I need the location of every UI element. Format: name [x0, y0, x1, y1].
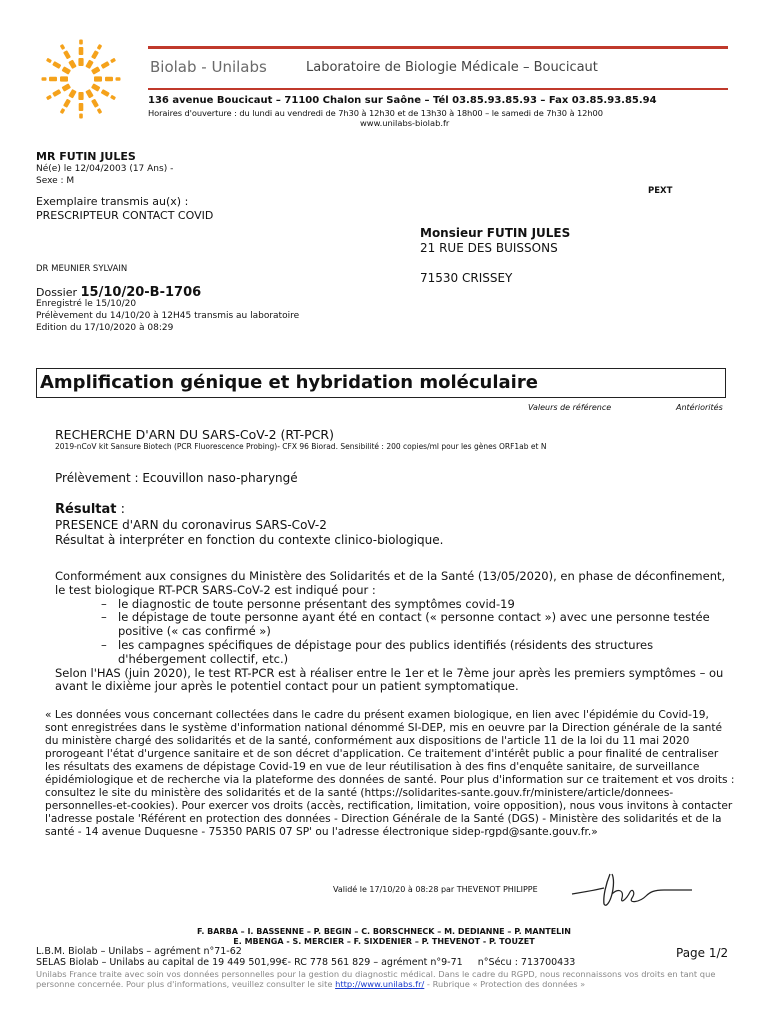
logo-ray [79, 103, 84, 111]
biologists-line-1: F. BARBA – I. BASSENNE – P. BEGIN – C. BORSCHNECK – M. DEDIANNE – P. MANTELIN [197, 927, 571, 936]
signature [570, 868, 695, 913]
unilabs-link[interactable]: http://www.unilabs.fr/ [335, 979, 425, 990]
lbm-agreement: L.B.M. Biolab – Unilabs – agrément n°71-62 [36, 946, 242, 957]
logo-ray [46, 95, 52, 101]
header-rule-bottom [148, 88, 728, 90]
legal-info [36, 946, 575, 968]
logo-ray [52, 89, 61, 97]
logo-ray [68, 60, 77, 70]
logo-ray [101, 61, 110, 69]
copies-value: PRESCRIPTEUR CONTACT COVID [36, 209, 214, 222]
list-item: – le diagnostic de toute personne présentant des symptômes covid-19 [105, 598, 735, 612]
dossier-label: Dossier [36, 286, 78, 299]
prescribing-doctor: DR MEUNIER SYLVAIN [36, 264, 128, 274]
test-title: RECHERCHE D'ARN DU SARS-CoV-2 (RT-PCR) [55, 427, 334, 442]
result-heading [55, 502, 125, 517]
logo-ray [91, 83, 101, 92]
logo-ray [49, 77, 57, 82]
section-title: Amplification génique et hybridation moléculaire [40, 372, 538, 393]
list-item: – le dépistage de toute personne ayant été en contact (« personne contact ») avec une personne testée positive (« cas confirmé ») [105, 611, 735, 639]
header-rule-top [148, 46, 728, 49]
logo-ray [79, 40, 83, 45]
patient-name: MR FUTIN JULES [36, 150, 136, 163]
logo-ray [97, 108, 103, 114]
patient-sex: Sexe : M [36, 176, 75, 186]
result-interpretation: Résultat à interpréter en fonction du contexte clinico-biologique. [55, 533, 444, 547]
patient-birthdate: Né(e) le 12/04/2003 (17 Ans) - [36, 164, 174, 174]
logo-ray [85, 89, 94, 99]
page-number: Page 1/2 [676, 946, 729, 960]
rgpd-footer [36, 969, 736, 990]
dossier-meta [36, 298, 299, 334]
recipient-address [420, 226, 570, 286]
logo-ray [42, 77, 47, 81]
guidelines-outro: Selon l'HAS (juin 2020), le test RT-PCR est à réaliser entre le 1er et le 7ème jour après les premiers symptômes – ou avant le dixième jour après le potentiel contact pour un patient symptomatique. [55, 665, 724, 694]
logo-ray [105, 77, 113, 82]
logo-ray [79, 47, 84, 55]
biolab-logo [40, 38, 122, 120]
copies-label: Exemplaire transmis au(x) : [36, 195, 189, 208]
validation-line: Validé le 17/10/20 à 08:28 par THEVENOT PHILIPPE [333, 885, 538, 894]
logo-ray [116, 77, 121, 81]
sample-type: Prélèvement : Ecouvillon naso-pharyngé [55, 471, 298, 485]
biologists-line-2: E. MBENGA - S. MERCIER – F. SIXDENIER – P. THEVENOT - P. TOUZET [233, 937, 535, 946]
opening-hours: Horaires d'ouverture : du lundi au vendredi de 7h30 à 12h30 et de 13h30 à 18h00 – le samedi de 7h30 à 12h00 [148, 108, 603, 118]
dossier-number: 15/10/20-B-1706 [80, 285, 202, 300]
lab-website: www.unilabs-biolab.fr [360, 118, 450, 128]
logo-ray [94, 76, 102, 81]
logo-ray [63, 99, 71, 108]
lab-name: Biolab - Unilabs [150, 58, 267, 76]
logo-ray [110, 58, 116, 64]
logo-ray [91, 66, 101, 75]
result-label: Résultat [55, 502, 117, 517]
registered-date: Enregistré le 15/10/20 [36, 299, 137, 309]
recipient-name: Monsieur FUTIN JULES [420, 226, 571, 240]
logo-ray [60, 44, 66, 50]
copies-block [36, 195, 213, 223]
logo-ray [68, 89, 77, 99]
logo-ray [52, 61, 61, 69]
recipient-street: 21 RUE DES BUISSONS [420, 241, 558, 255]
recipient-city: 71530 CRISSEY [420, 271, 513, 285]
logo-ray [110, 95, 116, 101]
logo-ray [101, 89, 110, 97]
logo-ray [78, 58, 83, 66]
logo-ray [63, 50, 71, 59]
guidelines-list [55, 598, 735, 667]
prior-results-label: Antériorités [676, 403, 723, 412]
logo-ray [62, 66, 72, 75]
logo-ray [91, 50, 99, 59]
reference-values-label: Valeurs de référence [528, 403, 612, 412]
logo-ray [85, 60, 94, 70]
lab-subtitle: Laboratoire de Biologie Médicale – Boucicaut [306, 60, 598, 75]
test-method-note: 2019-nCoV kit Sansure Biotech (PCR Fluorescence Probing)- CFX 96 Biorad. Sensibilité : 200 copies/ml pour les gènes ORF1ab et N [55, 442, 547, 451]
list-item: – les campagnes spécifiques de dépistage pour des publics identifiés (résidents des structures d'hébergement collectif, etc.) [105, 639, 735, 667]
pext-label: PEXT [648, 186, 673, 196]
logo-ray [79, 114, 83, 119]
edition-date: Edition du 17/10/2020 à 08:29 [36, 323, 174, 333]
ministry-guidelines [55, 570, 735, 694]
sampling-date: Prélèvement du 14/10/20 à 12H45 transmis au laboratoire [36, 311, 300, 321]
result-value: PRESENCE d'ARN du coronavirus SARS-CoV-2 [55, 518, 327, 532]
selas-info: SELAS Biolab – Unilabs au capital de 19 449 501,99€- RC 778 561 829 – agrément n°9-71 n°Sécu : 713700433 [36, 957, 576, 968]
privacy-notice: « Les données vous concernant collectées dans le cadre du présent examen biologique, en lien avec l'épidémie du Covid-19, sont enregistrées dans le système d'information national dénommé SI-DEP, mis en oeuvre par la Direction générale de la santé du ministère chargé des solidarités et de la santé, conformément aux dispositions de l'article 11 de la loi du 11 mai 2020 prorogeant l'état d'urgence sanitaire et de son décret d'application. Ce traitement d'intérêt public a pour finalité de centraliser les résultats des examens de dépistage Covid-19 en vue de leur réutilisation à des fins d'enquête sanitaire, de surveillance épidémiologique et de recherche via la plateforme des données de santé. Pour plus d'information sur ce traitement et vos droits : consultez le site du ministère des solidarités et de la santé (https://solidarites-sante.gouv.fr/ministere/article/donnees-personnelles-et-cookies). Pour exercer vos droits (accès, rectification, limitation, voire opposition), nous vous invitons à contacter l'adresse postale 'Référent en protection des données - Direction Générale de la Santé (DGS) - Ministère des solidarités et de la santé - 14 avenue Duquesne - 75350 PARIS 07 SP' ou l'adresse électronique sidep-rgpd@sante.gouv.fr.» [45, 709, 735, 838]
logo-ray [60, 108, 66, 114]
logo-ray [46, 58, 52, 64]
result-colon: : [116, 502, 125, 517]
rgpd-rubric: - Rubrique « Protection des données » [424, 979, 586, 990]
logo-ray [91, 99, 99, 108]
logo-ray [97, 44, 103, 50]
logo-ray [62, 83, 72, 92]
lab-address: 136 avenue Boucicaut – 71100 Chalon sur Saône – Tél 03.85.93.85.93 – Fax 03.85.93.85.94 [148, 95, 657, 106]
guidelines-intro: Conformément aux consignes du Ministère des Solidarités et de la Santé (13/05/2020), en phase de déconfinement, le test biologique RT-PCR SARS-CoV-2 est indiqué pour : [55, 569, 726, 597]
logo-ray [60, 76, 68, 81]
logo-ray [78, 92, 83, 100]
rgpd-text: Unilabs France traite avec soin vos données personnelles pour la gestion du diagnostic médical. Dans le cadre du RGPD, nous reconnaissons vos droits en tant que personne concernée. Pour plus d'informations, veuillez consulter le site [36, 969, 716, 990]
result-text [55, 518, 443, 548]
